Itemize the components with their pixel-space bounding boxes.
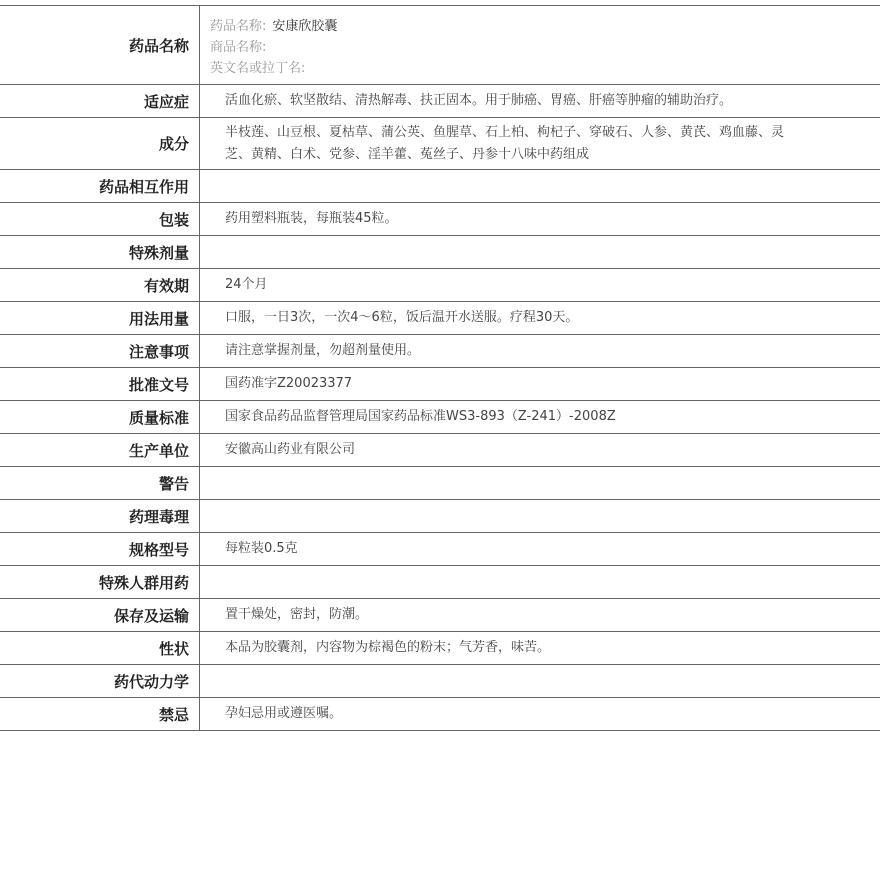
row-label: 批准文号 <box>0 368 200 400</box>
table-row-interactions <box>0 170 880 203</box>
row-value <box>200 500 880 532</box>
table-row-approval-number <box>0 368 880 401</box>
table-row-drug-name <box>0 6 880 85</box>
row-label: 特殊剂量 <box>0 236 200 268</box>
row-value: 国药准字Z20023377 <box>225 376 353 391</box>
table-row-manufacturer <box>0 434 880 467</box>
row-value: 口服，一日3次，一次4～6粒，饭后温开水送服。疗程30天。 <box>225 310 579 325</box>
row-label: 药品相互作用 <box>0 170 200 202</box>
table-row-quality-standard <box>0 401 880 434</box>
drug-name-block <box>200 6 347 84</box>
table-row-storage <box>0 599 880 632</box>
row-label: 质量标准 <box>0 401 200 433</box>
row-value: 安徽高山药业有限公司 <box>225 442 356 457</box>
table-row-special-populations <box>0 566 880 599</box>
row-label: 生产单位 <box>0 434 200 466</box>
row-value: 半枝莲、山豆根、夏枯草、蒲公英、鱼腥草、石上柏、枸杞子、穿破石、人参、黄芪、鸡血藤、灵芝、黄精、白术、党参、淫羊藿、菟丝子、丹参十八味中药组成 <box>225 125 785 162</box>
row-value <box>200 566 880 598</box>
row-value: 活血化瘀、软坚散结、清热解毒、扶正固本。用于肺癌、胃癌、肝癌等肿瘤的辅助治疗。 <box>225 93 733 108</box>
row-value: 置干燥处，密封，防潮。 <box>225 607 369 622</box>
row-label: 适应症 <box>0 85 200 117</box>
table-row-contraindications <box>0 698 880 731</box>
row-label: 药品名称 <box>0 6 200 84</box>
drug-info-table <box>0 5 880 731</box>
table-row-precautions <box>0 335 880 368</box>
table-row-pharmacology <box>0 500 880 533</box>
name-line-trade <box>210 37 337 58</box>
table-row-pharmacokinetics <box>0 665 880 698</box>
table-row-indications <box>0 85 880 118</box>
row-value: 请注意掌握剂量，勿超剂量使用。 <box>225 343 421 358</box>
row-value-wrap <box>200 118 880 169</box>
row-label: 包装 <box>0 203 200 235</box>
name-line-generic <box>210 16 337 37</box>
row-label: 药代动力学 <box>0 665 200 697</box>
row-label: 警告 <box>0 467 200 499</box>
name-key: 英文名或拉丁名: <box>210 61 306 76</box>
row-label: 用法用量 <box>0 302 200 334</box>
row-label: 有效期 <box>0 269 200 301</box>
row-value: 每粒装0.5克 <box>225 541 298 556</box>
table-row-dosage <box>0 302 880 335</box>
table-row-special-dose <box>0 236 880 269</box>
row-label: 注意事项 <box>0 335 200 367</box>
row-label: 成分 <box>0 118 200 169</box>
name-key: 商品名称: <box>210 40 267 55</box>
row-label: 性状 <box>0 632 200 664</box>
row-value <box>200 467 880 499</box>
table-row-warning <box>0 467 880 500</box>
row-label: 保存及运输 <box>0 599 200 631</box>
name-line-english <box>210 58 337 79</box>
table-row-shelf-life <box>0 269 880 302</box>
name-value: 安康欣胶囊 <box>272 19 338 34</box>
name-key: 药品名称: <box>210 19 267 34</box>
row-value <box>200 665 880 697</box>
row-value: 24个月 <box>225 277 268 292</box>
row-label: 特殊人群用药 <box>0 566 200 598</box>
row-value: 国家食品药品监督管理局国家药品标准WS3-893（Z-241）-2008Z <box>225 409 616 424</box>
row-label: 禁忌 <box>0 698 200 730</box>
table-row-specification <box>0 533 880 566</box>
row-value: 药用塑料瓶装，每瓶装45粒。 <box>225 211 398 226</box>
table-row-description <box>0 632 880 665</box>
row-label: 规格型号 <box>0 533 200 565</box>
row-label: 药理毒理 <box>0 500 200 532</box>
row-value: 孕妇忌用或遵医嘱。 <box>225 706 343 721</box>
row-value: 本品为胶囊剂，内容物为棕褐色的粉末；气芳香，味苦。 <box>225 640 551 655</box>
table-row-packaging <box>0 203 880 236</box>
row-value <box>200 236 880 268</box>
table-row-ingredients <box>0 118 880 170</box>
row-value <box>200 170 880 202</box>
